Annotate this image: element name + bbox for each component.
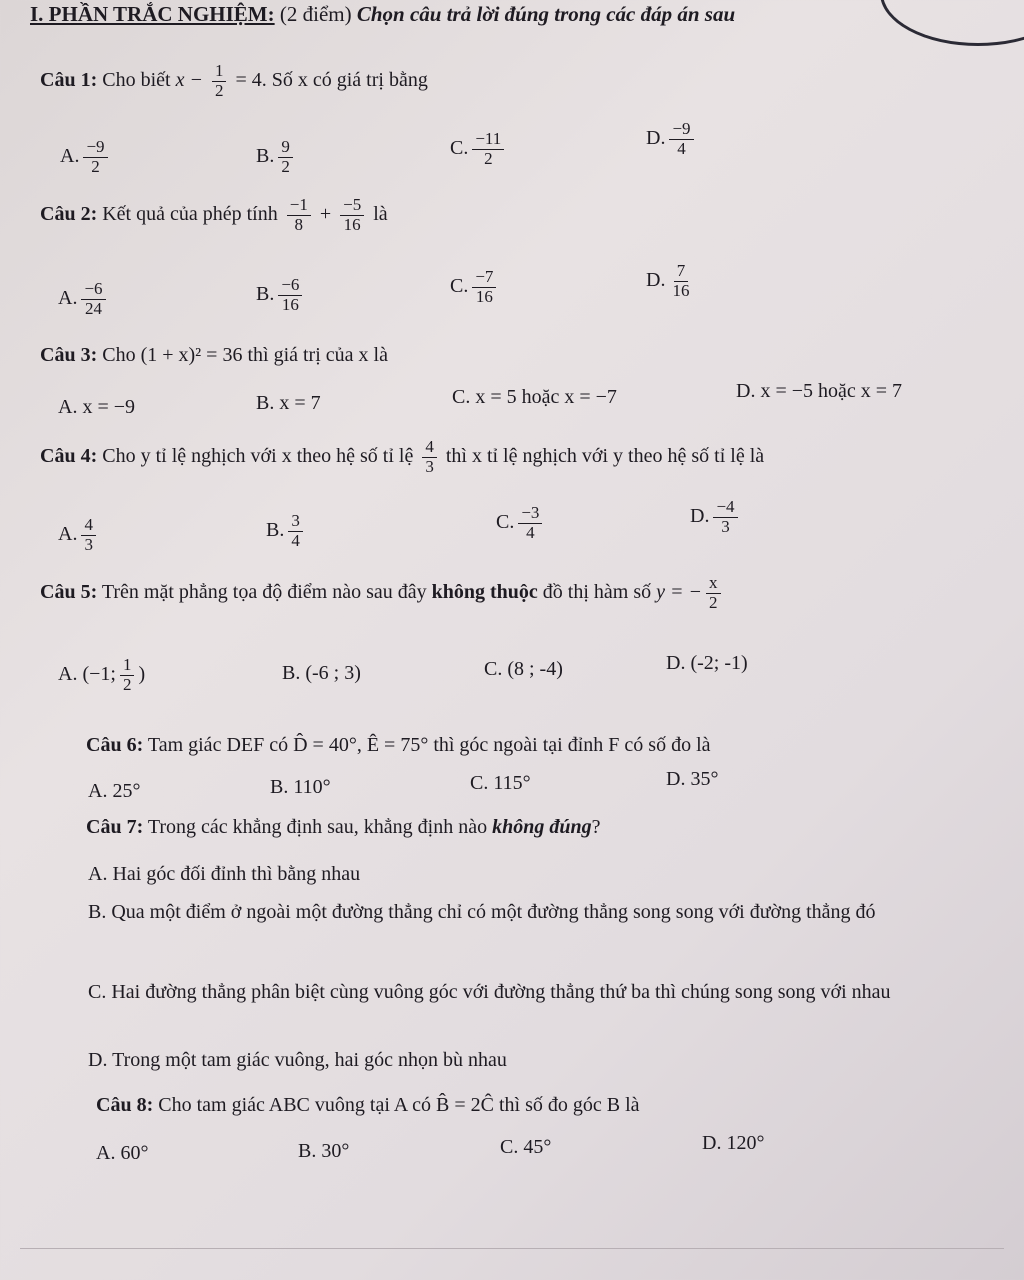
q2-label: Câu 2: [40,202,98,225]
question-8 [96,1094,640,1117]
q8-option-c[interactable]: C. 45° [500,1136,552,1158]
q6-option-c[interactable]: C. 115° [470,772,531,794]
section-instruction: Chọn câu trả lời đúng trong các đáp án sau [356,2,736,26]
q8-option-b[interactable]: B. 30° [298,1140,350,1162]
question-3 [40,344,388,367]
q1-expr-right: = 4. [235,68,267,91]
q2-fraction-2: $\frac{-5}{16}$ [340,196,364,234]
q5-emphasis: không thuộc [431,580,538,603]
section-title: I. PHẦN TRẮC NGHIỆM: [30,2,275,26]
question-2 [40,196,388,234]
q5-text-after: đồ thị hàm số [542,580,652,603]
question-5 [40,574,725,612]
q2-text: Kết quả của phép tính [102,202,278,225]
q8-label: Câu 8: [96,1094,154,1116]
q4-fraction: $\frac{4}{3}$ [422,438,437,476]
q1-option-d[interactable]: D. $\frac{-9}{4}$ [646,120,698,158]
q7-option-b[interactable]: B. Qua một điểm ở ngoài một đường thẳng chỉ có một đường thẳng song song với đường thẳng đó [88,901,876,923]
q5-text-before: Trên mặt phẳng tọa độ điểm nào sau đây [101,580,427,603]
q1-text-before: Cho biết [102,68,171,91]
q7-emphasis: không đúng [492,816,592,838]
q7-label: Câu 7: [86,816,144,838]
q7-option-d[interactable]: D. Trong một tam giác vuông, hai góc nhọn bù nhau [88,1049,507,1071]
q2-option-c[interactable]: C. $\frac{-7}{16}$ [450,268,500,306]
q6-text: Tam giác DEF có D̂ = 40°, Ê = 75° thì góc ngoài tại đỉnh F có số đo là [147,734,711,756]
q6-label: Câu 6: [86,734,144,756]
q6-option-a[interactable]: A. 25° [88,780,141,802]
q3-option-b[interactable]: B. x = 7 [256,392,321,414]
q8-option-d[interactable]: D. 120° [702,1132,765,1154]
q7-text-before: Trong các khẳng định sau, khẳng định nào [147,816,488,838]
q3-option-c[interactable]: C. x = 5 hoặc x = −7 [452,386,617,408]
q3-text: Cho (1 + x)² = 36 thì giá trị của x là [102,344,388,366]
q6-option-b[interactable]: B. 110° [270,776,331,798]
q1-text-after: Số x có giá trị bằng [271,68,428,91]
q2-tail: là [373,202,388,225]
page-bottom-rule [20,1248,1004,1249]
q7-option-a[interactable]: A. Hai góc đối đỉnh thì bằng nhau [88,863,361,885]
q5-option-b[interactable]: B. (-6 ; 3) [282,662,361,684]
q2-option-b[interactable]: B. $\frac{-6}{16}$ [256,276,306,314]
section-points: (2 điểm) [279,2,352,26]
q1-fraction: $\frac{1}{2}$ [212,62,227,100]
q2-plus: + [319,202,332,225]
q1-expr-left: x − [175,68,203,91]
q4-label: Câu 4: [40,444,98,467]
q1-label: Câu 1: [40,68,98,91]
q5-function: y = − [656,580,703,603]
q7-tail: ? [591,816,601,838]
q4-option-c[interactable]: C. $\frac{-3}{4}$ [496,504,546,542]
q4-text-before: Cho y tỉ lệ nghịch với x theo hệ số tỉ lệ [102,444,414,467]
q4-option-d[interactable]: D. $\frac{-4}{3}$ [690,498,742,536]
q4-option-b[interactable]: B. $\frac{3}{4}$ [266,512,307,550]
q8-text: Cho tam giác ABC vuông tại A có B̂ = 2Ĉ thì số đo góc B là [158,1094,640,1116]
q1-option-b[interactable]: B. $\frac{9}{2}$ [256,138,297,176]
q2-fraction-1: $\frac{-1}{8}$ [287,196,311,234]
q7-option-c[interactable]: C. Hai đường thẳng phân biệt cùng vuông góc với đường thẳng thứ ba thì chúng song song với nhau [88,981,891,1003]
q5-option-c[interactable]: C. (8 ; -4) [484,658,563,680]
q5-option-a[interactable]: A. (−1; $\frac{1}{2}$ ) [58,655,146,694]
q5-option-d[interactable]: D. (-2; -1) [666,652,748,674]
q3-label: Câu 3: [40,344,98,366]
q8-option-a[interactable]: A. 60° [96,1142,149,1164]
q3-option-a[interactable]: A. x = −9 [58,396,136,418]
q1-option-c[interactable]: C. $\frac{-11}{2}$ [450,130,508,168]
pen-mark-arc [880,0,1024,46]
q2-option-a[interactable]: A. $\frac{-6}{24}$ [58,280,110,318]
question-1 [40,62,428,100]
q1-option-a[interactable]: A. $\frac{-9}{2}$ [60,138,112,176]
question-4 [40,438,764,476]
section-header [30,2,735,27]
question-6 [86,734,711,757]
q2-option-d[interactable]: D. $\frac{7}{16}$ [646,261,690,300]
q4-text-after: thì x tỉ lệ nghịch với y theo hệ số tỉ lệ là [445,444,765,467]
question-7 [86,816,600,839]
q5-fraction: $\frac{x}{2}$ [706,574,721,612]
q5-label: Câu 5: [40,580,98,603]
q6-option-d[interactable]: D. 35° [666,768,719,790]
q4-option-a[interactable]: A. $\frac{4}{3}$ [58,516,100,554]
q3-option-d[interactable]: D. x = −5 hoặc x = 7 [736,380,903,402]
